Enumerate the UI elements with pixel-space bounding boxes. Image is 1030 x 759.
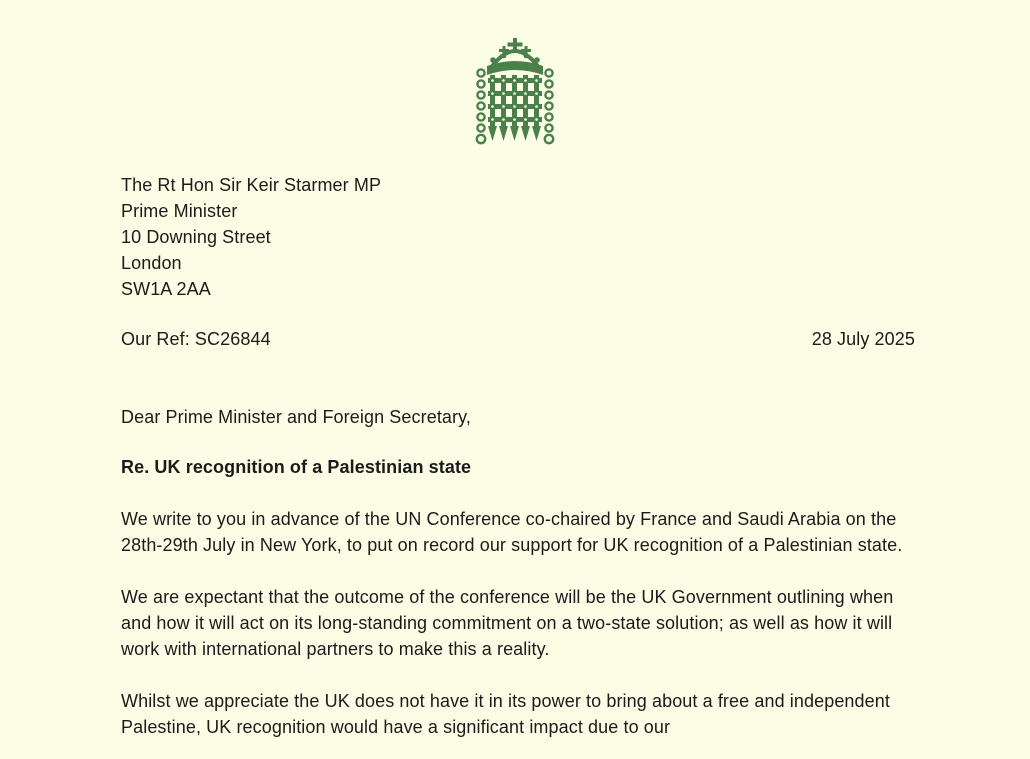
body-paragraph: Whilst we appreciate the UK does not have it in its power to bring about a free and independent Palestine, UK recognition would have a significant impact due to our	[121, 691, 890, 737]
letter-date: 28 July 2025	[811, 329, 915, 349]
subject-line: Re. UK recognition of a Palestinian state	[121, 457, 472, 477]
reference-date-row	[121, 326, 915, 352]
body-paragraph: We write to you in advance of the UN Conference co-chaired by France and Saudi Arabia on the 28th-29th July in New York, to put on record our support for UK recognition of a Palestinian state.	[121, 509, 903, 555]
recipient-address-line: Prime Minister	[121, 201, 238, 221]
recipient-address-line: 10 Downing Street	[121, 227, 271, 247]
recipient-address	[121, 172, 915, 302]
recipient-address-line: The Rt Hon Sir Keir Starmer MP	[121, 175, 382, 195]
reference-number: Our Ref: SC26844	[121, 329, 271, 349]
letter-body	[121, 0, 915, 740]
recipient-address-line: SW1A 2AA	[121, 279, 211, 299]
salutation: Dear Prime Minister and Foreign Secretary,	[121, 407, 471, 427]
recipient-address-line: London	[121, 253, 182, 273]
body-paragraph: We are expectant that the outcome of the conference will be the UK Government outlining when and how it will act on its long-standing commitment on a two-state solution; as well as how it will work with international partners to make this a reality.	[121, 587, 894, 659]
